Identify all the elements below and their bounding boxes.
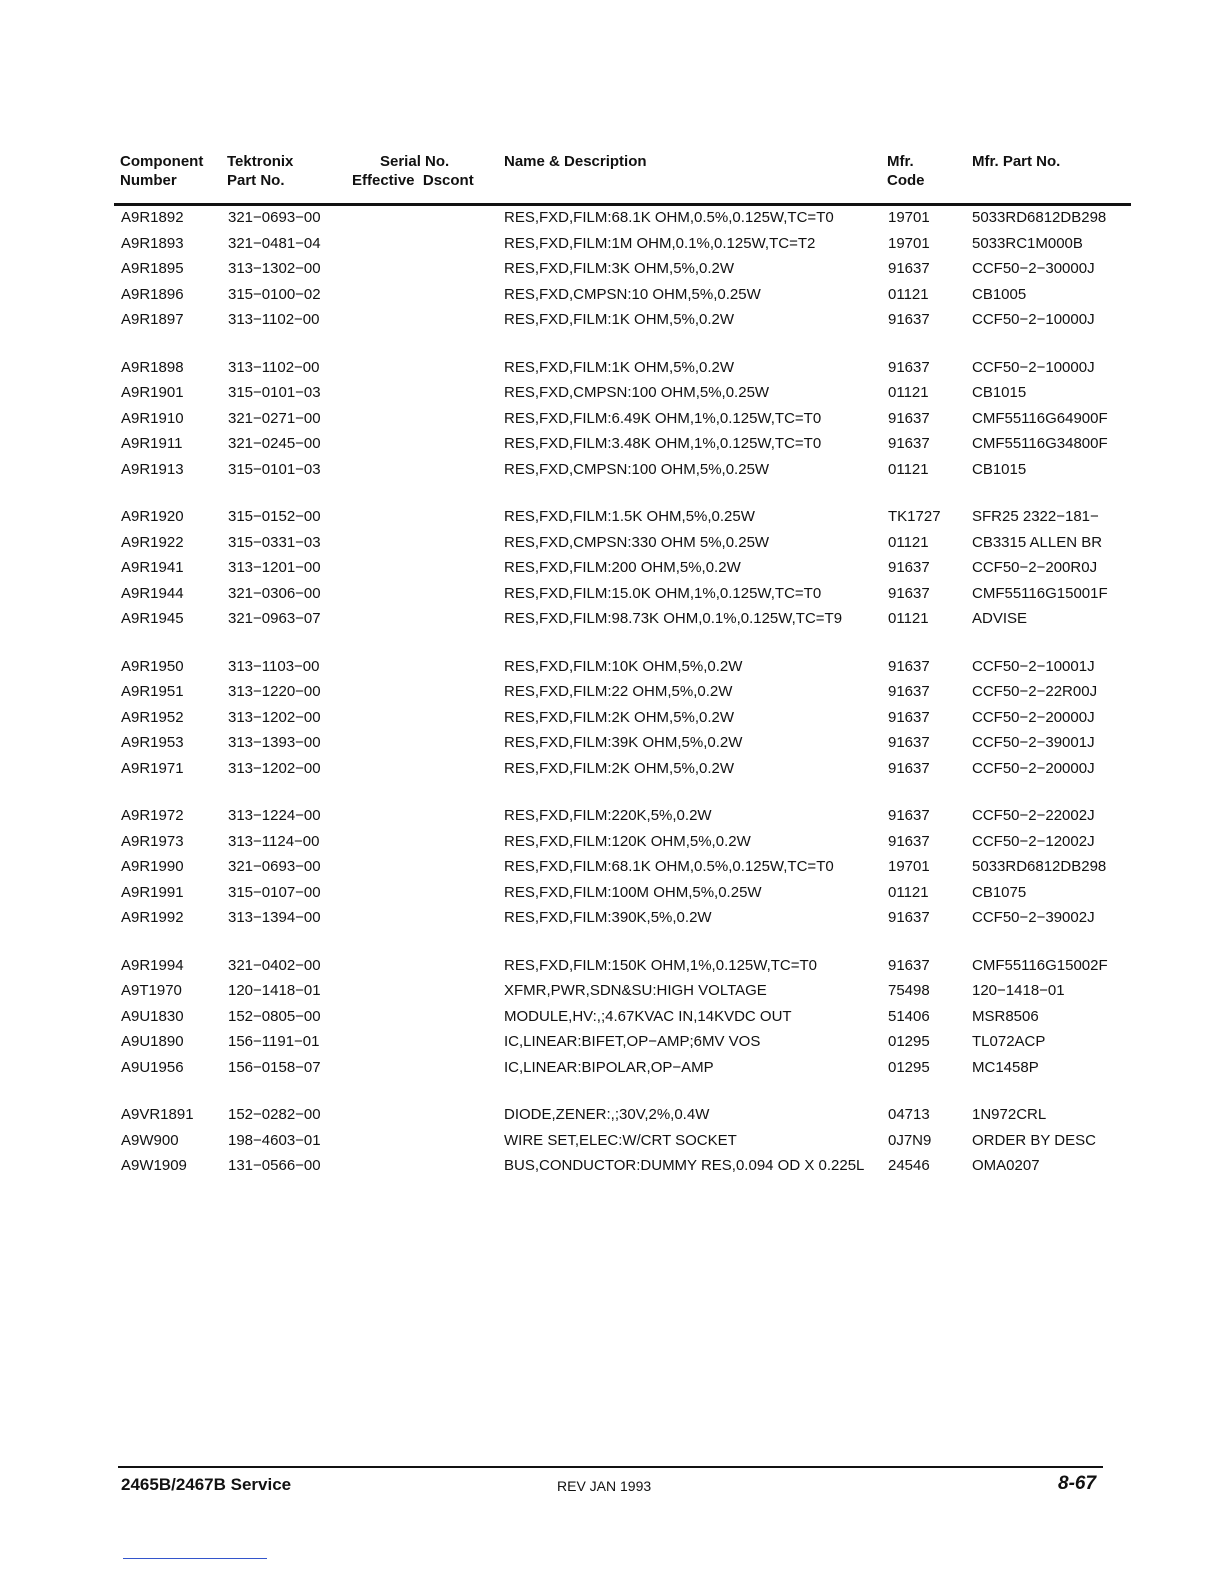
component-number-cell: A9VR1891 bbox=[121, 1106, 194, 1123]
table-row bbox=[0, 231, 1224, 257]
description-cell: RES,FXD,FILM:6.49K OHM,1%,0.125W,TC=T0 bbox=[504, 409, 822, 427]
mfr-part-cell: CCF50−2−10000J bbox=[972, 311, 1095, 328]
component-number-cell: A9R1898 bbox=[121, 358, 184, 376]
table-row bbox=[0, 829, 1224, 855]
mfr-part-cell: CCF50−2−22002J bbox=[972, 807, 1095, 824]
description-cell: XFMR,PWR,SDN&SU:HIGH VOLTAGE bbox=[504, 982, 767, 999]
mfr-part-cell: CCF50−2−12002J bbox=[972, 832, 1095, 850]
footer-page-number: 8-67 bbox=[1058, 1473, 1097, 1494]
mfr-part-cell: CB1015 bbox=[972, 384, 1027, 401]
tektronix-part-cell: 321−0402−00 bbox=[228, 956, 321, 974]
component-number-cell: A9R1990 bbox=[121, 858, 184, 875]
table-row bbox=[0, 1128, 1224, 1154]
tektronix-part-cell: 313−1102−00 bbox=[228, 311, 320, 328]
header-tektronix-part-no bbox=[227, 152, 293, 190]
row-group bbox=[0, 205, 1224, 333]
tektronix-part-cell: 321−0306−00 bbox=[228, 584, 321, 602]
component-number-cell: A9R1897 bbox=[121, 311, 184, 328]
component-number-cell: A9R1945 bbox=[121, 610, 184, 627]
mfr-part-cell: CCF50−2−39001J bbox=[972, 734, 1095, 751]
table-row bbox=[0, 654, 1224, 680]
header-component-line2: Number bbox=[120, 172, 177, 189]
tektronix-part-cell: 313−1302−00 bbox=[228, 260, 321, 277]
header-mfr-part-no: Mfr. Part No. bbox=[972, 153, 1061, 170]
tektronix-part-cell: 315−0100−02 bbox=[228, 285, 321, 303]
header-component-number bbox=[120, 152, 203, 190]
tektronix-part-cell: 321−0271−00 bbox=[228, 409, 321, 427]
bottom-edge-line bbox=[123, 1558, 267, 1559]
row-group bbox=[0, 1102, 1224, 1179]
description-cell: IC,LINEAR:BIFET,OP−AMP;6MV VOS bbox=[504, 1033, 761, 1050]
description-cell: RES,FXD,FILM:390K,5%,0.2W bbox=[504, 909, 712, 926]
mfr-part-cell: CMF55116G15001F bbox=[972, 584, 1108, 602]
mfr-part-cell: ADVISE bbox=[972, 610, 1028, 627]
tektronix-part-cell: 156−1191−01 bbox=[228, 1033, 320, 1050]
component-number-cell: A9R1944 bbox=[121, 584, 184, 602]
tektronix-part-cell: 321−0963−07 bbox=[228, 610, 321, 627]
mfr-code-cell: 51406 bbox=[888, 1007, 930, 1025]
component-number-cell: A9R1920 bbox=[121, 508, 184, 525]
table-header bbox=[0, 152, 1224, 200]
tektronix-part-cell: 313−1224−00 bbox=[228, 807, 321, 824]
tektronix-part-cell: 315−0331−03 bbox=[228, 533, 321, 551]
mfr-code-cell: 01121 bbox=[888, 883, 929, 901]
mfr-part-cell: CCF50−2−20000J bbox=[972, 708, 1095, 726]
mfr-code-cell: 91637 bbox=[888, 409, 930, 427]
table-row bbox=[0, 854, 1224, 880]
mfr-code-cell: 91637 bbox=[888, 311, 930, 328]
mfr-code-cell: 01121 bbox=[888, 384, 929, 401]
table-row bbox=[0, 504, 1224, 530]
table-row bbox=[0, 730, 1224, 756]
mfr-part-cell: SFR25 2322−181− bbox=[972, 508, 1099, 525]
header-serial-line2: Effective Dscont bbox=[352, 172, 474, 189]
mfr-part-cell: CCF50−2−30000J bbox=[972, 260, 1095, 277]
table-row bbox=[0, 756, 1224, 782]
footer-revision: REV JAN 1993 bbox=[557, 1478, 652, 1494]
header-tektronix-line2: Part No. bbox=[227, 172, 285, 189]
component-number-cell: A9R1950 bbox=[121, 657, 184, 675]
table-row bbox=[0, 205, 1224, 231]
component-number-cell: A9R1952 bbox=[121, 708, 184, 726]
table-row bbox=[0, 530, 1224, 556]
tektronix-part-cell: 315−0152−00 bbox=[228, 508, 321, 525]
component-number-cell: A9R1953 bbox=[121, 734, 184, 751]
tektronix-part-cell: 120−1418−01 bbox=[228, 982, 321, 999]
description-cell: RES,FXD,FILM:220K,5%,0.2W bbox=[504, 807, 712, 824]
description-cell: RES,FXD,FILM:68.1K OHM,0.5%,0.125W,TC=T0 bbox=[504, 858, 834, 875]
description-cell: IC,LINEAR:BIPOLAR,OP−AMP bbox=[504, 1058, 714, 1076]
table-row bbox=[0, 380, 1224, 406]
header-serial-no bbox=[352, 152, 474, 190]
table-row bbox=[0, 1029, 1224, 1055]
mfr-code-cell: 01121 bbox=[888, 460, 929, 478]
mfr-code-cell: 91637 bbox=[888, 657, 930, 675]
header-mfr-line1: Mfr. bbox=[887, 153, 914, 170]
table-row bbox=[0, 431, 1224, 457]
tektronix-part-cell: 131−0566−00 bbox=[228, 1157, 321, 1174]
mfr-code-cell: 91637 bbox=[888, 584, 930, 602]
component-number-cell: A9R1892 bbox=[121, 209, 184, 226]
mfr-code-cell: 19701 bbox=[888, 209, 930, 226]
description-cell: RES,FXD,FILM:1M OHM,0.1%,0.125W,TC=T2 bbox=[504, 234, 816, 252]
component-number-cell: A9R1913 bbox=[121, 460, 184, 478]
mfr-part-cell: CCF50−2−20000J bbox=[972, 759, 1095, 777]
tektronix-part-cell: 313−1103−00 bbox=[228, 657, 320, 675]
component-number-cell: A9R1893 bbox=[121, 234, 184, 252]
component-number-cell: A9R1910 bbox=[121, 409, 184, 427]
mfr-code-cell: 91637 bbox=[888, 734, 930, 751]
component-number-cell: A9R1972 bbox=[121, 807, 184, 824]
component-number-cell: A9T1970 bbox=[121, 982, 182, 999]
table-row bbox=[0, 355, 1224, 381]
tektronix-part-cell: 315−0101−03 bbox=[228, 460, 321, 478]
component-number-cell: A9R1941 bbox=[121, 559, 184, 576]
tektronix-part-cell: 313−1201−00 bbox=[228, 559, 321, 576]
table-row bbox=[0, 803, 1224, 829]
component-number-cell: A9R1896 bbox=[121, 285, 184, 303]
mfr-code-cell: 19701 bbox=[888, 234, 930, 252]
header-component-line1: Component bbox=[120, 153, 204, 170]
table-row bbox=[0, 581, 1224, 607]
mfr-part-cell: CMF55116G15002F bbox=[972, 956, 1108, 974]
description-cell: RES,FXD,FILM:150K OHM,1%,0.125W,TC=T0 bbox=[504, 956, 818, 974]
tektronix-part-cell: 152−0805−00 bbox=[228, 1007, 321, 1025]
mfr-part-cell: CB1005 bbox=[972, 285, 1027, 303]
component-number-cell: A9R1911 bbox=[121, 435, 183, 452]
component-number-cell: A9R1991 bbox=[121, 883, 184, 901]
mfr-part-cell: 5033RD6812DB298 bbox=[972, 209, 1107, 226]
table-row bbox=[0, 282, 1224, 308]
description-cell: DIODE,ZENER:,;30V,2%,0.4W bbox=[504, 1106, 710, 1123]
description-cell: RES,FXD,FILM:1.5K OHM,5%,0.25W bbox=[504, 508, 755, 525]
description-cell: RES,FXD,FILM:15.0K OHM,1%,0.125W,TC=T0 bbox=[504, 584, 822, 602]
mfr-part-cell: CCF50−2−39002J bbox=[972, 909, 1095, 926]
mfr-code-cell: 0J7N9 bbox=[888, 1131, 932, 1149]
component-number-cell: A9U1830 bbox=[121, 1007, 184, 1025]
mfr-code-cell: 24546 bbox=[888, 1157, 930, 1174]
mfr-part-cell: CB1015 bbox=[972, 460, 1027, 478]
mfr-part-cell: CMF55116G34800F bbox=[972, 435, 1108, 452]
mfr-code-cell: 91637 bbox=[888, 909, 930, 926]
tektronix-part-cell: 313−1202−00 bbox=[228, 759, 321, 777]
table-row bbox=[0, 905, 1224, 931]
table-row bbox=[0, 880, 1224, 906]
mfr-code-cell: 01295 bbox=[888, 1033, 930, 1050]
table-row bbox=[0, 1055, 1224, 1081]
parts-table bbox=[0, 205, 1224, 1201]
mfr-code-cell: 91637 bbox=[888, 807, 930, 824]
description-cell: RES,FXD,FILM:10K OHM,5%,0.2W bbox=[504, 657, 743, 675]
mfr-code-cell: TK1727 bbox=[888, 508, 941, 525]
mfr-part-cell: 5033RD6812DB298 bbox=[972, 858, 1107, 875]
footer-manual-title: 2465B/2467B Service bbox=[121, 1475, 292, 1494]
mfr-part-cell: CCF50−2−10000J bbox=[972, 358, 1095, 376]
tektronix-part-cell: 313−1394−00 bbox=[228, 909, 321, 926]
table-row bbox=[0, 606, 1224, 632]
mfr-part-cell: 5033RC1M000B bbox=[972, 234, 1083, 252]
description-cell: BUS,CONDUCTOR:DUMMY RES,0.094 OD X 0.225L bbox=[504, 1157, 865, 1174]
row-group bbox=[0, 654, 1224, 782]
row-group bbox=[0, 953, 1224, 1081]
tektronix-part-cell: 321−0481−04 bbox=[228, 234, 321, 252]
component-number-cell: A9R1994 bbox=[121, 956, 184, 974]
component-number-cell: A9R1922 bbox=[121, 533, 184, 551]
header-tektronix-line1: Tektronix bbox=[227, 153, 294, 170]
tektronix-part-cell: 313−1124−00 bbox=[228, 832, 320, 850]
component-number-cell: A9R1992 bbox=[121, 909, 184, 926]
mfr-code-cell: 01121 bbox=[888, 610, 929, 627]
mfr-part-cell: CCF50−2−200R0J bbox=[972, 559, 1098, 576]
tektronix-part-cell: 321−0693−00 bbox=[228, 858, 321, 875]
table-row bbox=[0, 256, 1224, 282]
description-cell: RES,FXD,FILM:1K OHM,5%,0.2W bbox=[504, 358, 735, 376]
table-row bbox=[0, 1153, 1224, 1179]
description-cell: WIRE SET,ELEC:W/CRT SOCKET bbox=[504, 1131, 737, 1149]
mfr-code-cell: 75498 bbox=[888, 982, 930, 999]
description-cell: RES,FXD,FILM:200 OHM,5%,0.2W bbox=[504, 559, 741, 576]
mfr-code-cell: 91637 bbox=[888, 260, 930, 277]
header-mfr-code bbox=[887, 152, 925, 190]
footer-rule bbox=[118, 1466, 1103, 1468]
description-cell: MODULE,HV:,;4.67KVAC IN,14KVDC OUT bbox=[504, 1007, 792, 1025]
mfr-code-cell: 91637 bbox=[888, 683, 930, 700]
mfr-part-cell: CCF50−2−22R00J bbox=[972, 683, 1098, 700]
table-row bbox=[0, 1102, 1224, 1128]
component-number-cell: A9W900 bbox=[121, 1131, 179, 1149]
row-group bbox=[0, 504, 1224, 632]
tektronix-part-cell: 313−1202−00 bbox=[228, 708, 321, 726]
mfr-part-cell: CB3315 ALLEN BR bbox=[972, 533, 1103, 551]
mfr-code-cell: 01121 bbox=[888, 533, 929, 551]
description-cell: RES,FXD,FILM:39K OHM,5%,0.2W bbox=[504, 734, 743, 751]
description-cell: RES,FXD,CMPSN:100 OHM,5%,0.25W bbox=[504, 460, 770, 478]
table-row bbox=[0, 679, 1224, 705]
description-cell: RES,FXD,FILM:2K OHM,5%,0.2W bbox=[504, 759, 735, 777]
component-number-cell: A9R1971 bbox=[121, 759, 184, 777]
mfr-part-cell: MC1458P bbox=[972, 1058, 1039, 1076]
description-cell: RES,FXD,FILM:100M OHM,5%,0.25W bbox=[504, 883, 762, 901]
tektronix-part-cell: 321−0693−00 bbox=[228, 209, 321, 226]
description-cell: RES,FXD,FILM:2K OHM,5%,0.2W bbox=[504, 708, 735, 726]
tektronix-part-cell: 321−0245−00 bbox=[228, 435, 321, 452]
component-number-cell: A9R1951 bbox=[121, 683, 184, 700]
mfr-code-cell: 91637 bbox=[888, 358, 930, 376]
table-row bbox=[0, 307, 1224, 333]
tektronix-part-cell: 198−4603−01 bbox=[228, 1131, 321, 1149]
description-cell: RES,FXD,FILM:120K OHM,5%,0.2W bbox=[504, 832, 751, 850]
tektronix-part-cell: 152−0282−00 bbox=[228, 1106, 321, 1123]
mfr-part-cell: CCF50−2−10001J bbox=[972, 657, 1095, 675]
table-row bbox=[0, 978, 1224, 1004]
mfr-part-cell: 1N972CRL bbox=[972, 1106, 1047, 1123]
table-row bbox=[0, 457, 1224, 483]
description-cell: RES,FXD,FILM:22 OHM,5%,0.2W bbox=[504, 683, 733, 700]
row-group bbox=[0, 803, 1224, 931]
description-cell: RES,FXD,FILM:3K OHM,5%,0.2W bbox=[504, 260, 735, 277]
table-row bbox=[0, 406, 1224, 432]
header-serial-line1: Serial No. bbox=[380, 153, 450, 170]
mfr-part-cell: CB1075 bbox=[972, 883, 1027, 901]
description-cell: RES,FXD,FILM:98.73K OHM,0.1%,0.125W,TC=T9 bbox=[504, 610, 843, 627]
description-cell: RES,FXD,CMPSN:100 OHM,5%,0.25W bbox=[504, 384, 770, 401]
description-cell: RES,FXD,FILM:68.1K OHM,0.5%,0.125W,TC=T0 bbox=[504, 209, 834, 226]
mfr-part-cell: TL072ACP bbox=[972, 1033, 1046, 1050]
mfr-code-cell: 91637 bbox=[888, 832, 930, 850]
table-row bbox=[0, 705, 1224, 731]
tektronix-part-cell: 313−1393−00 bbox=[228, 734, 321, 751]
tektronix-part-cell: 315−0107−00 bbox=[228, 883, 321, 901]
mfr-part-cell: CMF55116G64900F bbox=[972, 409, 1108, 427]
description-cell: RES,FXD,CMPSN:330 OHM 5%,0.25W bbox=[504, 533, 770, 551]
tektronix-part-cell: 313−1102−00 bbox=[228, 358, 320, 376]
mfr-code-cell: 91637 bbox=[888, 435, 930, 452]
component-number-cell: A9R1895 bbox=[121, 260, 184, 277]
mfr-part-cell: OMA0207 bbox=[972, 1157, 1040, 1174]
table-row bbox=[0, 555, 1224, 581]
tektronix-part-cell: 156−0158−07 bbox=[228, 1058, 321, 1076]
mfr-code-cell: 01295 bbox=[888, 1058, 930, 1076]
header-mfr-line2: Code bbox=[887, 172, 925, 189]
component-number-cell: A9W1909 bbox=[121, 1157, 187, 1174]
mfr-code-cell: 19701 bbox=[888, 858, 930, 875]
table-row bbox=[0, 1004, 1224, 1030]
mfr-code-cell: 91637 bbox=[888, 708, 930, 726]
description-cell: RES,FXD,FILM:1K OHM,5%,0.2W bbox=[504, 311, 735, 328]
mfr-part-cell: 120−1418−01 bbox=[972, 982, 1065, 999]
description-cell: RES,FXD,CMPSN:10 OHM,5%,0.25W bbox=[504, 285, 761, 303]
component-number-cell: A9R1973 bbox=[121, 832, 184, 850]
mfr-part-cell: ORDER BY DESC bbox=[972, 1131, 1096, 1149]
description-cell: RES,FXD,FILM:3.48K OHM,1%,0.125W,TC=T0 bbox=[504, 435, 822, 452]
header-name-description: Name & Description bbox=[504, 153, 647, 170]
component-number-cell: A9U1956 bbox=[121, 1058, 184, 1076]
mfr-code-cell: 01121 bbox=[888, 285, 929, 303]
mfr-code-cell: 04713 bbox=[888, 1106, 930, 1123]
tektronix-part-cell: 313−1220−00 bbox=[228, 683, 321, 700]
mfr-part-cell: MSR8506 bbox=[972, 1007, 1039, 1025]
table-row bbox=[0, 953, 1224, 979]
mfr-code-cell: 91637 bbox=[888, 559, 930, 576]
component-number-cell: A9R1901 bbox=[121, 384, 184, 401]
mfr-code-cell: 91637 bbox=[888, 759, 930, 777]
row-group bbox=[0, 355, 1224, 483]
tektronix-part-cell: 315−0101−03 bbox=[228, 384, 321, 401]
mfr-code-cell: 91637 bbox=[888, 956, 930, 974]
component-number-cell: A9U1890 bbox=[121, 1033, 184, 1050]
